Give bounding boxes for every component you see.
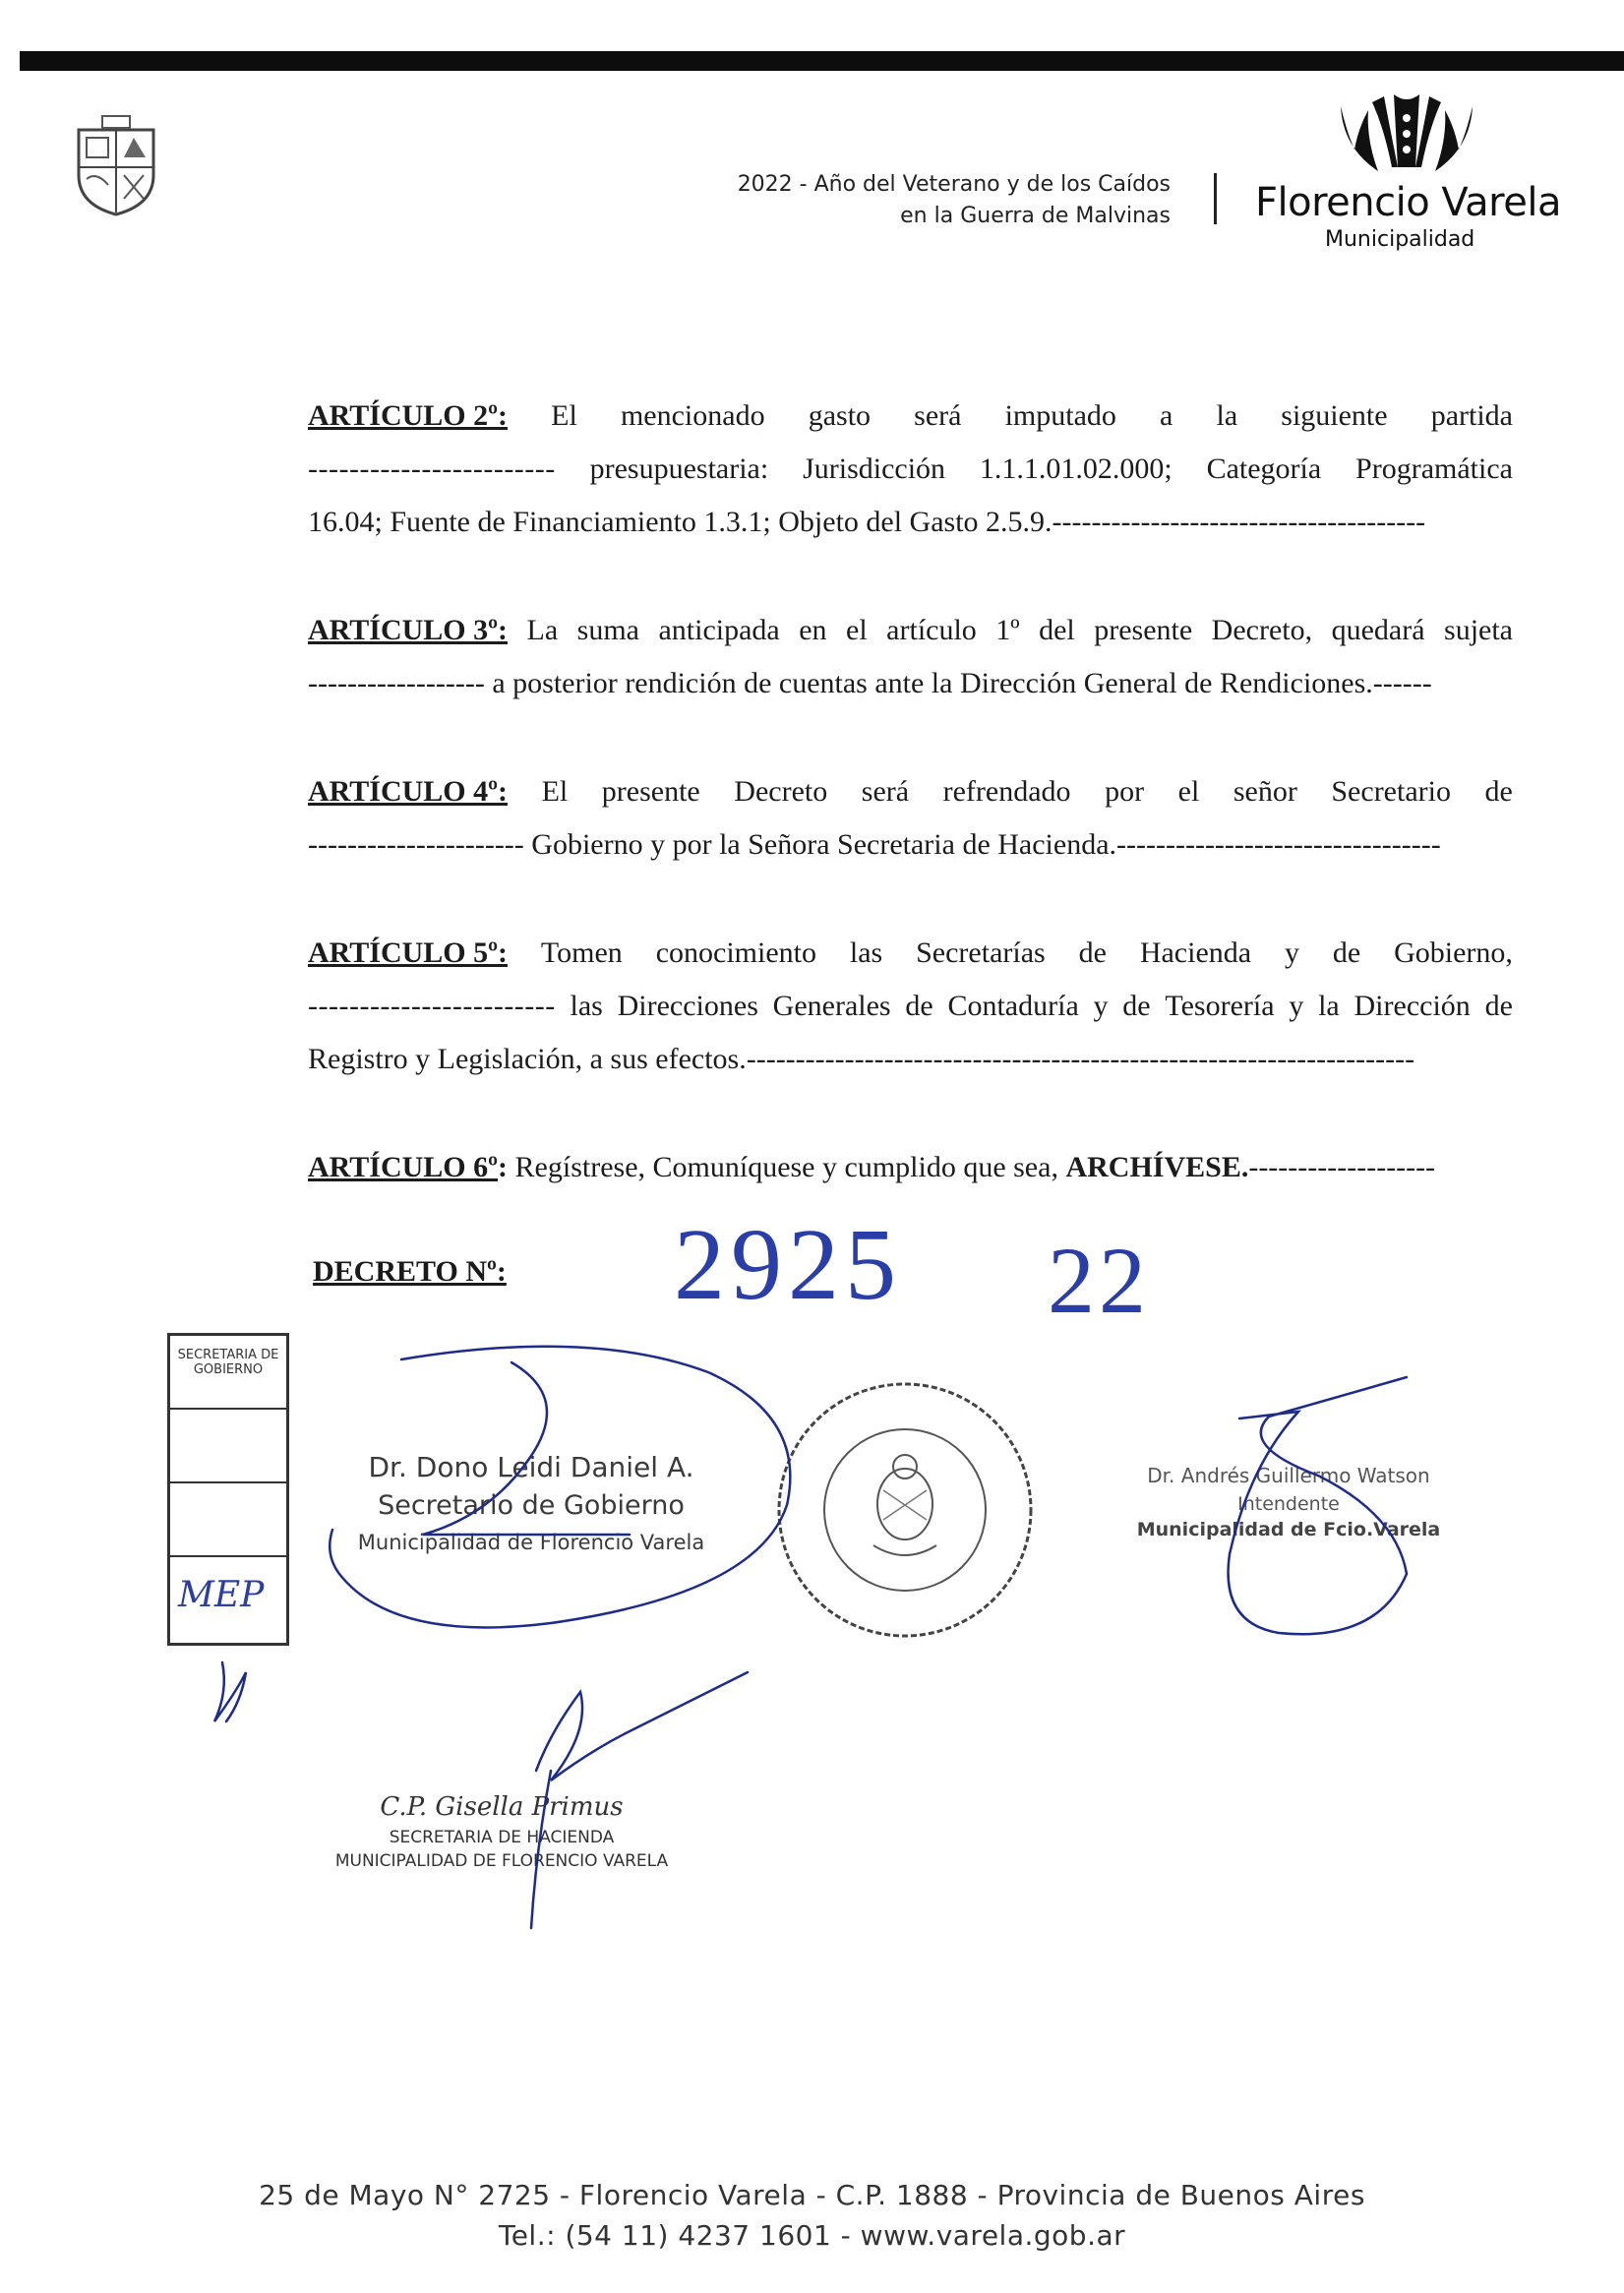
article-5-word: de <box>1332 936 1361 969</box>
article-4-word: por <box>1105 775 1145 808</box>
motto-line-2: en la Guerra de Malvinas <box>900 204 1171 228</box>
article-5-word: de <box>1078 936 1107 969</box>
signature-hacienda-org: MUNICIPALIDAD DE FLORENCIO VARELA <box>334 1851 669 1871</box>
initials-handwritten: MEP <box>178 1575 265 1615</box>
article-5-word: y <box>1289 990 1304 1022</box>
article-5-word: Dirección <box>1353 990 1471 1022</box>
signature-gobierno-stroke <box>330 1347 790 1628</box>
article-2-word: gasto <box>808 399 872 432</box>
decree-year-stamp: 22 <box>1048 1228 1150 1333</box>
article-2-word: mencionado <box>620 399 765 432</box>
article-3-word: 1º <box>995 614 1020 646</box>
decree-number-stamp: 2925 <box>674 1208 902 1321</box>
brand-subtitle: Municipalidad <box>1325 227 1475 252</box>
article-6-colon: : <box>498 1151 509 1183</box>
article-4-word: el <box>1177 775 1200 808</box>
article-2-word: siguiente <box>1281 399 1388 432</box>
decree-label: DECRETO Nº: <box>313 1255 507 1288</box>
article-4-word: Secretario <box>1331 775 1451 808</box>
article-4-word: refrendado <box>942 775 1071 808</box>
article-2-word: la <box>1216 399 1238 432</box>
article-5-line-3: Registro y Legislación, a sus efectos.-------------------------------------------------------------------- <box>308 1043 1415 1075</box>
article-3-word: sujeta <box>1444 614 1513 646</box>
dash-filler: ------------------------ <box>308 990 556 1022</box>
coat-of-arms-icon <box>75 110 157 218</box>
article-2-word: El <box>551 399 577 432</box>
article-2-word: será <box>914 399 962 432</box>
article-6-text: Regístrese, Comuníquese y cumplido que sea, <box>508 1151 1066 1183</box>
article-2-line-2 <box>308 443 1513 496</box>
article-2-heading: ARTÍCULO 2º: <box>308 399 509 432</box>
brand-name: Florencio Varela <box>1255 180 1561 225</box>
article-4-word: El <box>541 775 569 808</box>
article-4-line-2: ---------------------- Gobierno y por la Señora Secretaria de Hacienda.--------------------------------- <box>308 828 1441 861</box>
signature-gobierno-name: Dr. Dono Leidi Daniel A. <box>368 1451 694 1483</box>
article-4-heading: ARTÍCULO 4º: <box>308 775 509 808</box>
article-3-word: La <box>526 614 559 646</box>
article-5 <box>308 927 1513 1086</box>
initials-flourish-stroke <box>214 1662 246 1721</box>
article-2-word: 1.1.1.01.02.000; <box>979 453 1173 485</box>
header-divider <box>1214 173 1217 224</box>
signature-hacienda-role: SECRETARIA DE HACIENDA <box>389 1828 615 1847</box>
article-5-word: Secretarías <box>916 936 1046 969</box>
article-5-word: conocimiento <box>655 936 816 969</box>
footer-contact: Tel.: (54 11) 4237 1601 - www.varela.gob.ar <box>498 2219 1126 2252</box>
article-5-word: las <box>570 990 603 1022</box>
article-4-line-1 <box>308 765 1513 818</box>
article-2-line-1 <box>308 390 1513 443</box>
article-2-word: presupuestaria: <box>589 453 769 485</box>
article-5-word: y <box>1093 990 1109 1022</box>
signature-gobierno-org: Municipalidad de Florencio Varela <box>357 1531 705 1554</box>
article-3-line-1 <box>308 604 1513 657</box>
article-6-heading: ARTÍCULO 6º <box>308 1151 499 1183</box>
article-4 <box>308 765 1513 872</box>
article-6 <box>308 1141 1513 1194</box>
initials-box <box>167 1333 289 1646</box>
initials-box-cell <box>170 1410 286 1483</box>
article-3-word: del <box>1039 614 1075 646</box>
article-2-word: Programática <box>1355 453 1513 485</box>
article-2 <box>308 390 1513 549</box>
signature-intendente-org: Municipalidad de Fcio.Varela <box>1136 1519 1441 1540</box>
article-5-word: de <box>905 990 933 1022</box>
article-5-word: las <box>849 936 883 969</box>
municipal-seal-icon <box>767 1372 1043 1648</box>
municipal-logo-icon <box>1333 89 1480 179</box>
article-4-word: Decreto <box>734 775 828 808</box>
article-5-line-2 <box>308 980 1513 1033</box>
initials-box-cell <box>170 1483 286 1557</box>
article-3-word: en <box>799 614 827 646</box>
article-5-word: Direcciones <box>617 990 758 1022</box>
motto-line-1: 2022 - Año del Veterano y de los Caídos <box>737 172 1171 197</box>
article-4-word: será <box>861 775 910 808</box>
signature-gobierno-role: Secretario de Gobierno <box>378 1490 685 1521</box>
dash-filler: ------------------- <box>1248 1151 1436 1183</box>
article-3-word: suma <box>576 614 639 646</box>
article-5-line-1 <box>308 927 1513 980</box>
article-3-line-2: ------------------ a posterior rendición de cuentas ante la Dirección General de Rendiciones.------ <box>308 667 1432 699</box>
article-5-word: Contaduría <box>947 990 1079 1022</box>
article-3-word: quedará <box>1331 614 1425 646</box>
signature-hacienda-stroke <box>536 1672 748 1780</box>
article-3-word: anticipada <box>658 614 780 646</box>
article-5-word: de <box>1484 990 1513 1022</box>
article-5-word: Hacienda <box>1139 936 1252 969</box>
article-2-line-3: 16.04; Fuente de Financiamiento 1.3.1; Objeto del Gasto 2.5.9.-------------------------------------- <box>308 506 1426 538</box>
article-3-word: presente <box>1094 614 1193 646</box>
article-3-heading: ARTÍCULO 3º: <box>308 614 509 646</box>
initials-box-header: SECRETARIA DE GOBIERNO <box>170 1336 286 1410</box>
article-5-word: la <box>1318 990 1340 1022</box>
article-4-word: señor <box>1233 775 1297 808</box>
article-3-word: Decreto, <box>1211 614 1313 646</box>
article-4-word: de <box>1484 775 1513 808</box>
article-5-word: Gobierno, <box>1394 936 1513 969</box>
article-2-word: a <box>1160 399 1173 432</box>
article-3 <box>308 604 1513 710</box>
header-motto <box>590 169 1171 232</box>
footer-address: 25 de Mayo N° 2725 - Florencio Varela - C.P. 1888 - Provincia de Buenos Aires <box>259 2179 1365 2211</box>
article-6-archivese: ARCHÍVESE. <box>1065 1151 1249 1183</box>
article-2-word: Categoría <box>1206 453 1322 485</box>
signature-hacienda-name: C.P. Gisella Primus <box>380 1792 624 1822</box>
article-4-word: presente <box>601 775 700 808</box>
article-5-heading: ARTÍCULO 5º: <box>308 936 509 969</box>
article-2-word: Jurisdicción <box>803 453 946 485</box>
article-6-line-1 <box>308 1141 1513 1194</box>
dash-filler: ------------------------ <box>308 453 556 485</box>
article-5-word: de <box>1122 990 1151 1022</box>
signature-intendente-role: Intendente <box>1237 1493 1340 1515</box>
article-5-word: Tomen <box>540 936 623 969</box>
article-5-word: Generales <box>772 990 891 1022</box>
article-3-word: artículo <box>886 614 977 646</box>
article-3-word: el <box>846 614 868 646</box>
signature-intendente-name: Dr. Andrés Guillermo Watson <box>1147 1464 1430 1487</box>
article-5-word: y <box>1284 936 1299 969</box>
article-2-word: imputado <box>1004 399 1116 432</box>
article-2-word: partida <box>1430 399 1513 432</box>
top-scan-bar <box>20 51 1624 71</box>
article-5-word: Tesorería <box>1165 990 1275 1022</box>
